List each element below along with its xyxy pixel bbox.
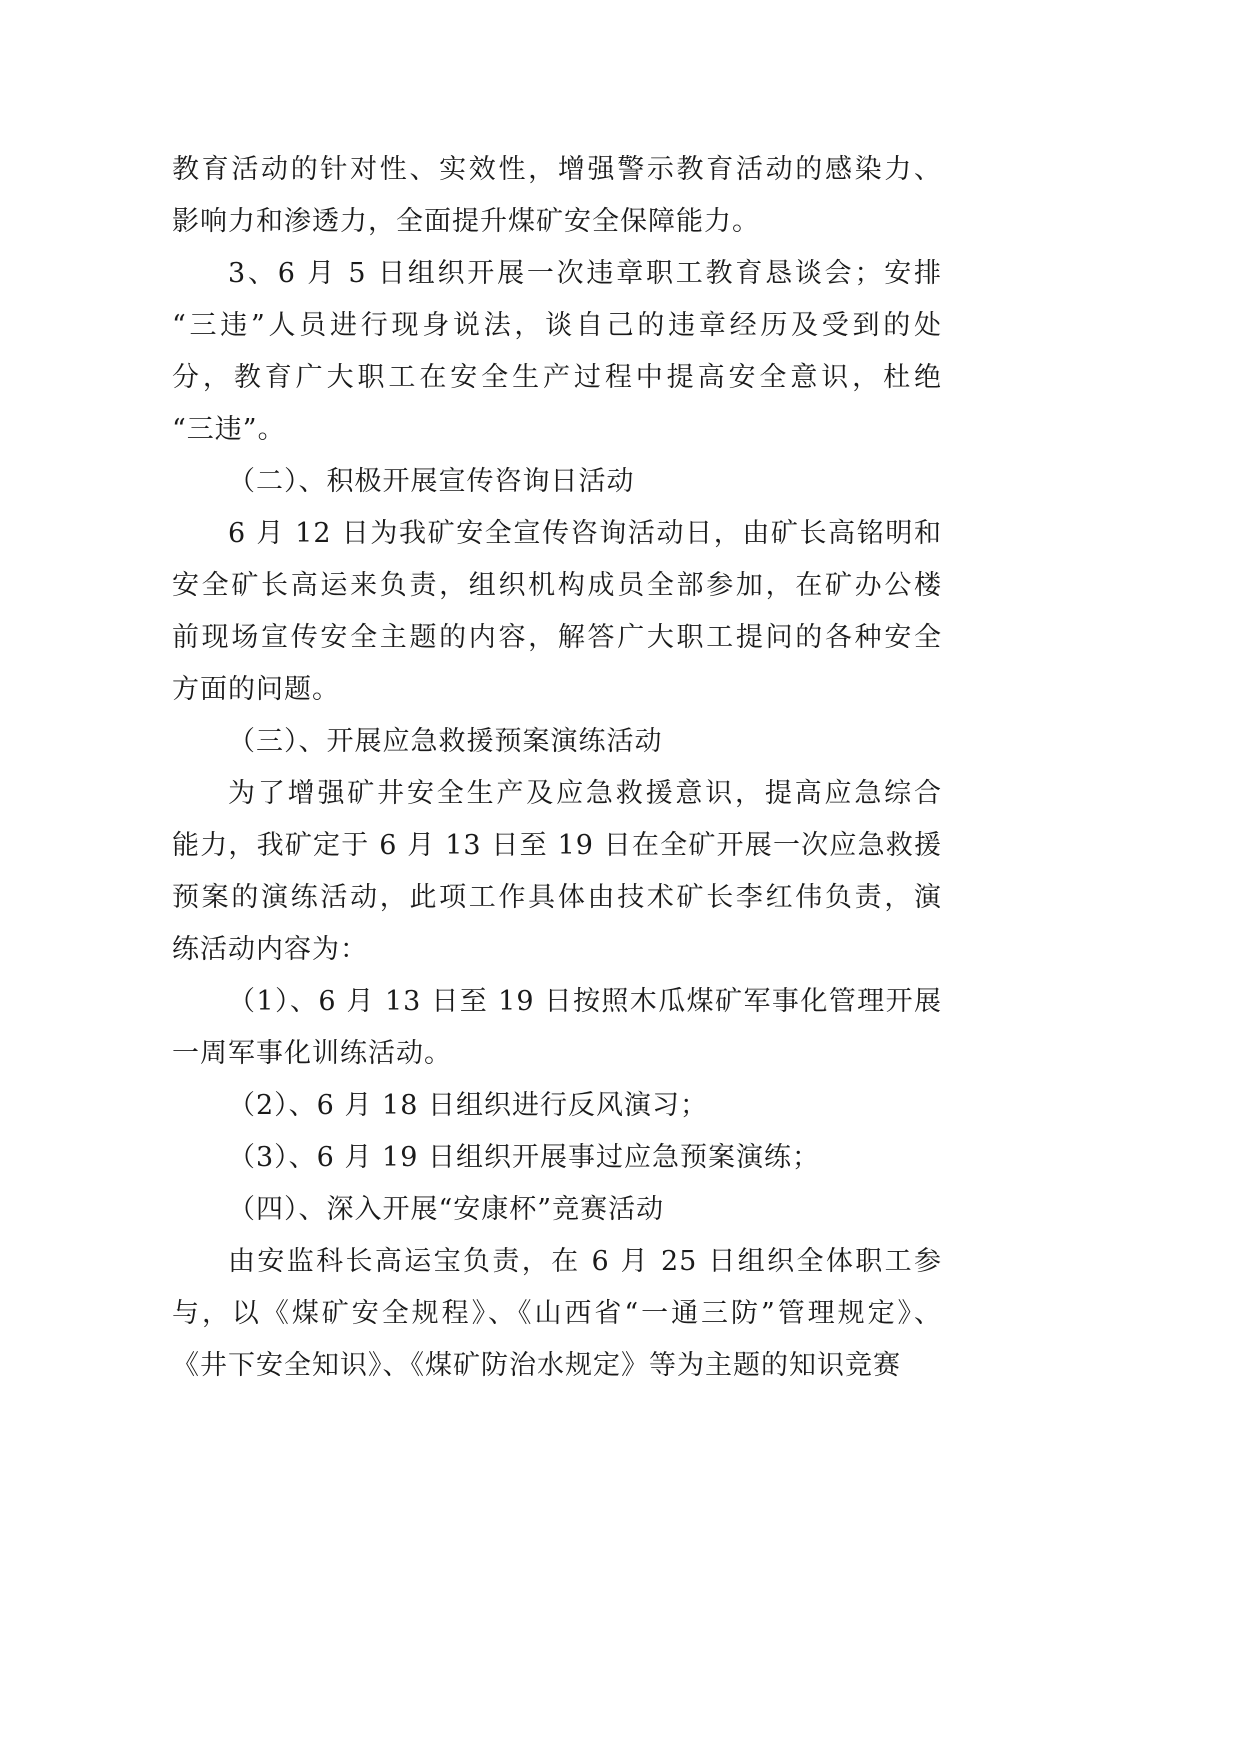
- text-line: （2）、6 月 18 日组织进行反风演习；: [228, 1090, 708, 1121]
- text-line: “三违”。: [172, 414, 286, 445]
- paragraph: [172, 1236, 942, 1392]
- body-text: [172, 144, 942, 1392]
- text-line: 为了增强矿井安全生产及应急救援意识，提高应急综合: [228, 778, 942, 809]
- text-line: 教育活动的针对性、实效性，增强警示教育活动的感染力、: [172, 154, 942, 185]
- text-line: “三违”人员进行现身说法，谈自己的违章经历及受到的处: [172, 310, 942, 341]
- heading-text: （三）、开展应急救援预案演练活动: [228, 726, 663, 757]
- text-line: 练活动内容为：: [172, 934, 368, 965]
- paragraph: [172, 508, 942, 716]
- text-line: （3）、6 月 19 日组织开展事过应急预案演练；: [228, 1142, 820, 1173]
- text-line: 3、6 月 5 日组织开展一次违章职工教育恳谈会；安排: [228, 258, 942, 289]
- section-heading: [172, 456, 942, 508]
- text-line: 预案的演练活动，此项工作具体由技术矿长李红伟负责，演: [172, 882, 942, 913]
- text-line: 由安监科长高运宝负责，在 6 月 25 日组织全体职工参: [228, 1246, 942, 1277]
- text-line: 前现场宣传安全主题的内容，解答广大职工提问的各种安全: [172, 622, 942, 653]
- list-item: [172, 1080, 942, 1132]
- heading-text: （四）、深入开展“安康杯”竞赛活动: [228, 1194, 665, 1225]
- text-line: （1）、6 月 13 日至 19 日按照木瓜煤矿军事化管理开展: [228, 986, 942, 1017]
- paragraph: [172, 768, 942, 976]
- text-line: 6 月 12 日为我矿安全宣传咨询活动日，由矿长高铭明和: [228, 518, 942, 549]
- heading-text: （二）、积极开展宣传咨询日活动: [228, 466, 635, 497]
- list-item: [172, 976, 942, 1080]
- text-line: 一周军事化训练活动。: [172, 1038, 452, 1069]
- paragraph: [172, 248, 942, 456]
- text-line: 《井下安全知识》、《煤矿防治水规定》等为主题的知识竞赛: [172, 1350, 901, 1381]
- section-heading: [172, 1184, 942, 1236]
- text-line: 安全矿长高运来负责，组织机构成员全部参加，在矿办公楼: [172, 570, 942, 601]
- section-heading: [172, 716, 942, 768]
- text-line: 能力，我矿定于 6 月 13 日至 19 日在全矿开展一次应急救援: [172, 830, 942, 861]
- list-item: [172, 1132, 942, 1184]
- paragraph-continued: [172, 144, 942, 248]
- text-line: 影响力和渗透力，全面提升煤矿安全保障能力。: [172, 206, 760, 237]
- text-line: 分，教育广大职工在安全生产过程中提高安全意识，杜绝: [172, 362, 942, 393]
- text-line: 与，以《煤矿安全规程》、《山西省“一通三防”管理规定》、: [172, 1298, 942, 1329]
- text-line: 方面的问题。: [172, 674, 340, 705]
